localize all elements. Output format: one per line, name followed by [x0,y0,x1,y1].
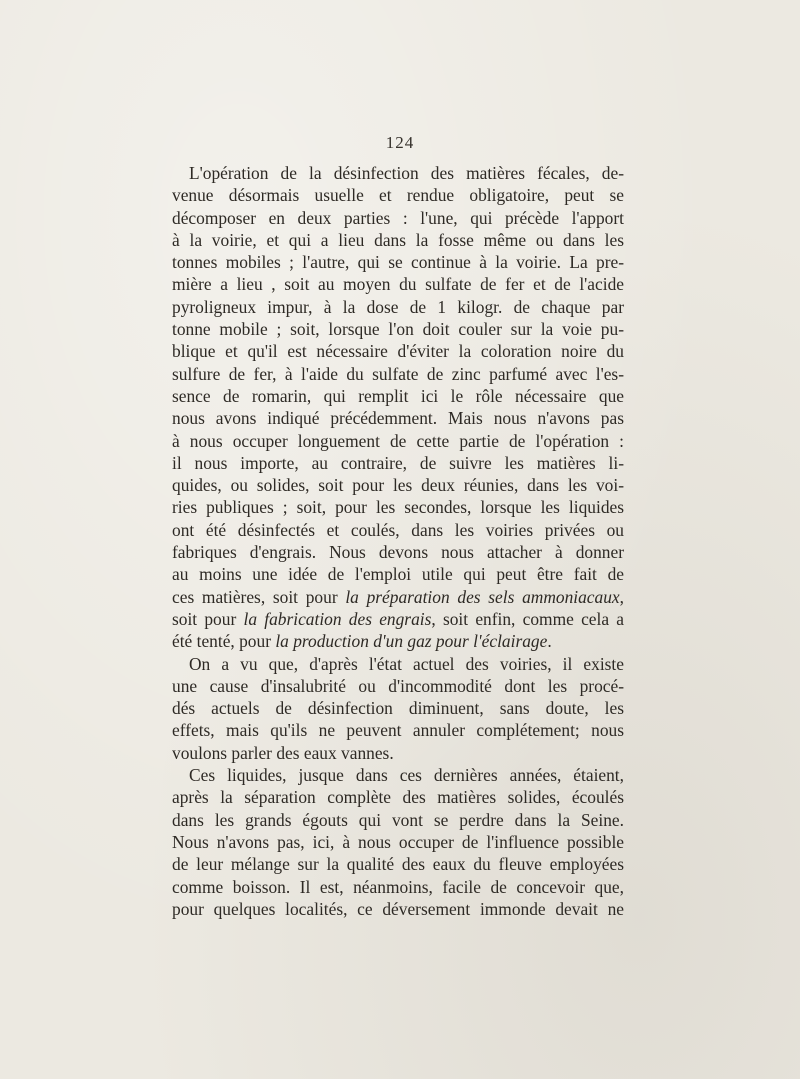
text-segment: comme boisson. Il est, néanmoins, facile de concevoir que, [172,876,624,897]
text-segment: nous avons indiqué précédemment. Mais nous n'avons pas [172,408,624,429]
text-line [172,898,624,920]
page-number: 124 [385,133,415,152]
text-segment: pyroligneux impur, à la dose de 1 kilogr. de chaque par [172,296,624,317]
text-segment: venue désormais usuelle et rendue obligatoire, peut se [172,185,624,206]
text-segment: effets, mais qu'ils ne peuvent annuler complétement; nous [172,720,624,741]
text-line [172,184,624,206]
text-segment: ces matières, soit pour [172,586,346,607]
text-line [172,407,624,429]
text-segment: décomposer en deux parties : l'une, qui précède l'apport [172,207,624,228]
text-segment: L'opération de la désinfection des matières fécales, de- [189,163,624,183]
text-segment: dés actuels de désinfection diminuent, sans doute, les [172,698,624,719]
text-segment: pour quelques localités, ce déversement immonde devait ne [172,898,624,919]
text-segment: soit pour [172,608,244,629]
text-line [172,273,624,295]
text-segment: ont été désinfectés et coulés, dans les voiries privées ou [172,519,624,540]
text-segment: Nous n'avons pas, ici, à nous occuper de l'influence possible [172,831,624,852]
text-line [172,519,624,541]
text-segment: après la séparation complète des matières solides, écoulés [172,787,624,808]
text-segment: On a vu que, d'après l'état actuel des voiries, il existe [189,653,624,674]
text-line [172,809,624,831]
text-line [172,541,624,563]
text-line [172,719,624,741]
text-segment: sence de romarin, qui remplit ici le rôle nécessaire que [172,385,624,406]
text-segment: de leur mélange sur la qualité des eaux du fleuve employées [172,854,624,875]
text-line [172,831,624,853]
text-segment: été tenté, pour [172,631,276,652]
text-line [172,452,624,474]
text-segment: Ces liquides, jusque dans ces dernières années, étaient, [189,765,624,786]
text-line [172,563,624,585]
text-line [172,786,624,808]
text-segment: à nous occuper longuement de cette partie de l'opération : [172,430,624,451]
body-text [172,162,624,920]
text-line [172,207,624,229]
text-line [172,675,624,697]
text-segment: blique et qu'il est nécessaire d'éviter la coloration noire du [172,341,624,362]
text-line [172,474,624,496]
text-segment: sulfure de fer, à l'aide du sulfate de zinc parfumé avec l'es- [172,363,624,384]
text-segment: il nous importe, au contraire, de suivre les matières li- [172,452,624,473]
text-line [172,608,624,630]
text-segment: tonne mobile ; soit, lorsque l'on doit couler sur la voie pu- [172,319,624,340]
text-line [172,742,624,764]
text-segment: fabriques d'engrais. Nous devons nous attacher à donner [172,542,624,563]
text-segment: tonnes mobiles ; l'autre, qui se continue à la voirie. La pre- [172,252,624,273]
italic-segment: la production d'un gaz pour l'éclairage [275,631,548,652]
text-line [172,853,624,875]
text-line [172,496,624,518]
text-line [172,229,624,251]
text-line [172,876,624,898]
text-line [172,653,624,675]
text-segment: ries publiques ; soit, pour les secondes, lorsque les liquides [172,497,624,518]
text-segment: dans les grands égouts qui vont se perdre dans la Seine. [172,809,624,830]
italic-segment: la fabrication des engrais [243,608,432,629]
text-segment: mière a lieu , soit au moyen du sulfate de fer et de l'acide [172,274,624,295]
text-line [172,318,624,340]
text-line [172,363,624,385]
text-segment: , [619,586,624,607]
text-segment: une cause d'insalubrité ou d'incommodité dont les procé- [172,675,624,696]
text-line [172,764,624,786]
text-segment: voulons parler des eaux vannes. [172,742,394,763]
text-segment: . [547,631,552,652]
text-line [172,251,624,273]
text-line [172,586,624,608]
text-line [172,630,624,652]
text-segment: au moins une idée de l'emploi utile qui peut être fait de [172,564,624,585]
text-segment: quides, ou solides, soit pour les deux réunies, dans les voi- [172,475,624,496]
text-line [172,385,624,407]
italic-segment: la préparation des sels ammoniacaux [345,586,620,607]
text-segment: à la voirie, et qui a lieu dans la fosse même ou dans les [172,229,624,250]
text-line [172,697,624,719]
text-line [172,340,624,362]
text-line [172,430,624,452]
text-line [172,296,624,318]
text-segment: , soit enfin, comme cela a [431,608,625,629]
text-line [172,162,624,184]
